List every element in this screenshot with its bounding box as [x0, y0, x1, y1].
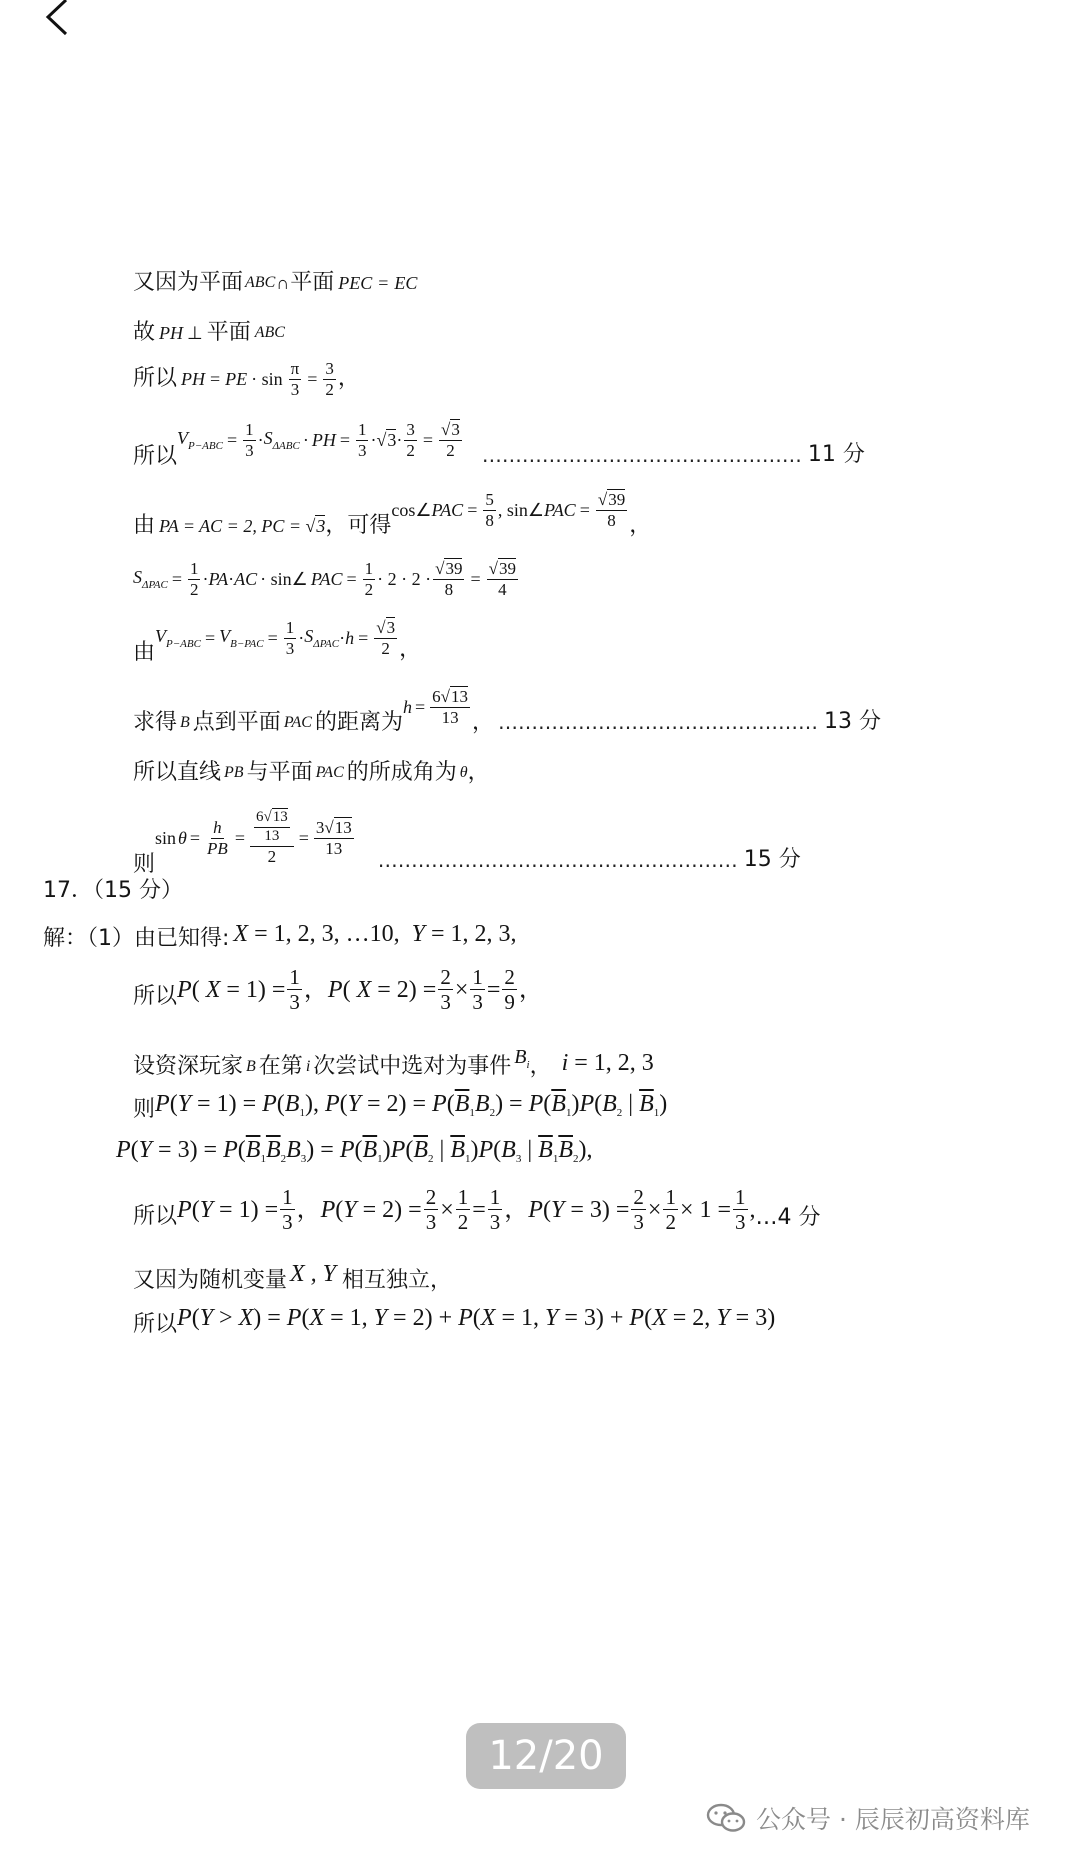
score-11: 11 分 — [807, 442, 865, 467]
leader-dots: ………………………………………… — [481, 443, 802, 467]
line-area-pac: $S_{\Delta PAC}$ = $\frac{1}{2}$ · PA · AC · sin∠ PAC = $\frac{1}{2}$ · 2 · 2 · $\frac{√39}{8}$ = $\frac{√39}{4}$ — [133, 559, 516, 599]
watermark — [706, 1800, 1030, 1836]
watermark-text: 公众号 · 辰辰初高资料库 — [756, 1805, 1030, 1834]
leader-dots: ………………………………………… — [498, 710, 818, 734]
line-volume: 所以 $V_{P-ABC}$ = $\frac{1}{3}$ · $S_{\Delta ABC}$ · PH = $\frac{1}{3}$ ·√3· $\frac{3}{2}$ = $\frac{√3}{2}$ ………………………………………… 11 分 — [133, 419, 865, 469]
page-indicator: 12/20 — [466, 1723, 626, 1789]
leader-dots: ……………………………………………… — [377, 848, 738, 872]
line-plane-intersection: 又因为平面 ABC ∩ 平面 PEC = EC — [133, 270, 418, 295]
line-distance: 求得 B 点到平面 PAC 的距离为 h = $\frac{6√13}{13}$ ， ………………………………………… 13 分 — [133, 686, 881, 735]
line-equal-volume: 由 $V_{P-ABC}$ = $V_{B-PAC}$ = $\frac{1}{3}$ · $S_{\Delta PAC}$ · h = $\frac{√3}{2}$ ， — [133, 617, 422, 665]
line-px: 所以 P( X = 1) = $\frac{1}{3}$ ，P( X = 2) = $\frac{2}{3}$ × $\frac{1}{3}$ = $\frac{2}{9}$ ， — [133, 965, 543, 1015]
line-angle: 所以直线 PB 与平面 PAC 的所成角为 θ ， — [133, 760, 490, 785]
line-py-values: 所以 P(Y = 1) = $\frac{1}{3}$ ，P(Y = 2) = $\frac{2}{3}$ × $\frac{1}{2}$ = $\frac{1}{3}$ ，P(Y = 3) = $\frac{2}{3}$ × $\frac{1}{2}$ × 1 = $\frac{1}{3}$ , …4 分 — [133, 1185, 821, 1235]
wechat-icon — [706, 1803, 746, 1833]
text: 又因为平面 — [133, 270, 244, 295]
question-17-header: 17．（15 分） — [43, 878, 183, 903]
line-sin-theta: 则 sin θ = $\frac{h}{PB}$ = $\frac{\frac{6√13}{13}}{2}$ = $\frac{3√13}{13}$ ……………………………………………… 15 分 — [133, 809, 801, 877]
line-event-def: 设资深玩家 B 在第 i 次尝试中选对为事件 $B_i$ ， i = 1, 2, 3 — [133, 1046, 654, 1079]
line-solution-start: 解：（1）由已知得: X = 1, 2, 3, …10, Y = 1, 2, 3, — [43, 921, 517, 951]
line-perpendicular: 故 PH ⊥ 平面 ABC — [133, 320, 285, 345]
line-py-gt-x: 所以 P(Y > X) = P(X = 1, Y = 2) + P(X = 1, Y = 3) + P(X = 2, Y = 3) — [133, 1305, 776, 1337]
line-ph-value: 所以 PH = PE · sin $\frac{\pi}{3}$ = $\frac{3}{2}$ ， — [133, 359, 360, 399]
line-independent: 又因为随机变量 X , Y 相互独立， — [133, 1261, 453, 1293]
line-pa-ac: 由 PA = AC = 2, PC = √3 ，可得 cos∠ PAC = $\frac{5}{8}$ , sin∠ PAC = $\frac{√39}{8}$ ， — [133, 489, 652, 538]
line-py12: 则 $P(Y = 1) = P(B_1)$, $P(Y = 2) = P(\overline{B}_1B_2) = P(\overline{B}_1)P(B_2$ | $\overline{B}_1$) — [133, 1090, 668, 1122]
line-py3: $P(Y = 3) = P(\overline{B}_1\overline{B}_2B_3) = P(\overline{B}_1)P(\overline{B}_2$ | $\overline{B}_1)P(B_3$ | $\overline{B}_1\overline{B}_2$), — [116, 1137, 593, 1165]
score-15: 15 分 — [743, 847, 801, 872]
score-4: …4 分 — [755, 1204, 821, 1230]
score-13: 13 分 — [824, 709, 881, 734]
